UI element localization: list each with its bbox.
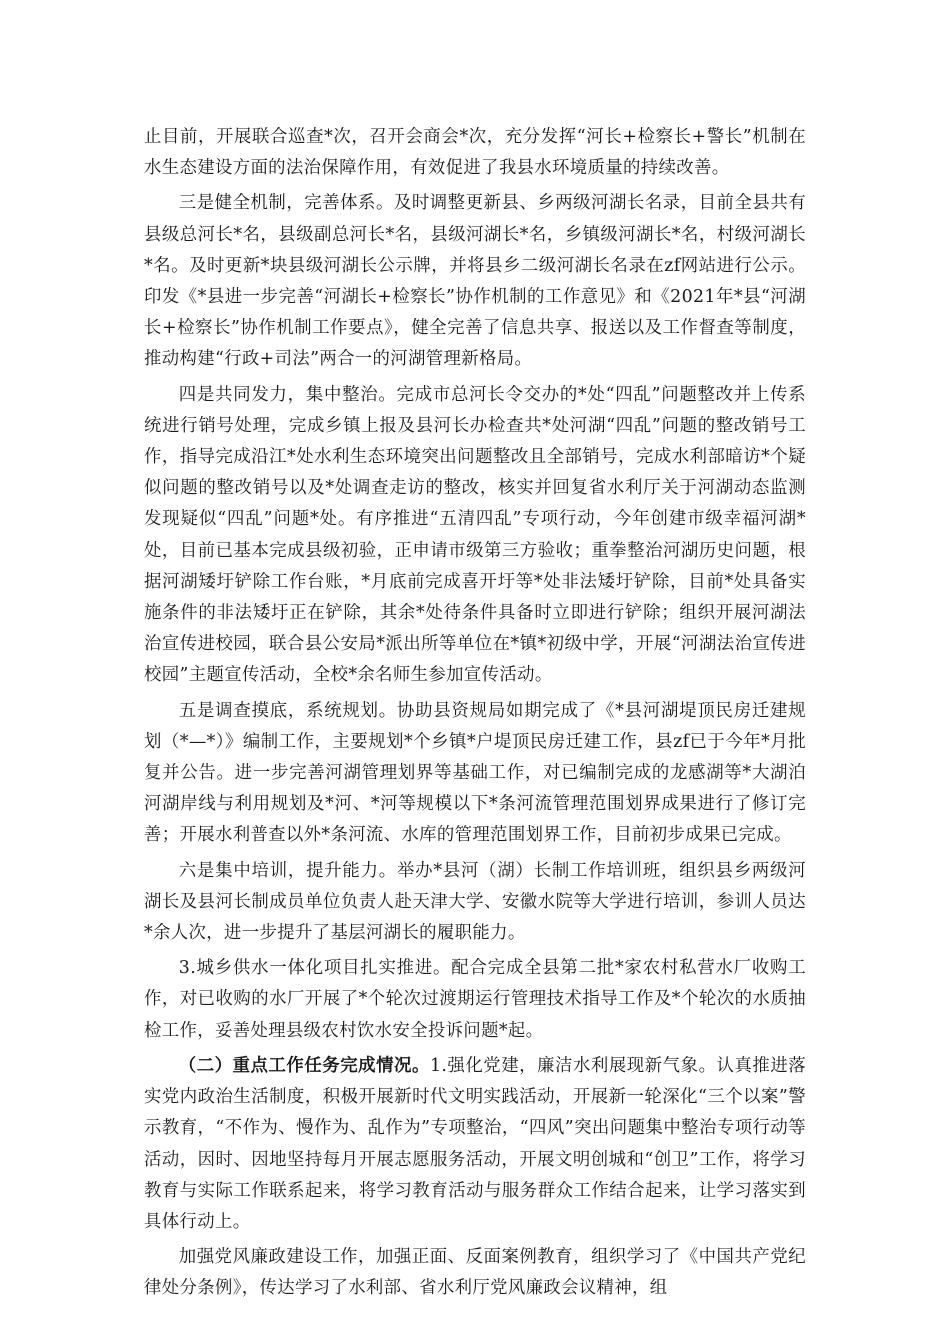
paragraph-3: 五是调查摸底，系统规划。协助县资规局如期完成了《*县河湖堤顶民房迁建规划（*—*）》编制工作，主要规划*个乡镇*户堤顶民房迁建工作，县zf已于今年*月批复并公告。进一步完善河湖管理划界等基础工作，对已编制完成的龙感湖等*大湖泊河湖岸线与利用规划及*河、*河等规模以下*条河流管理范围划界成果进行了修订完善；开展水利普查以外*条河流、水库的管理范围划界工作，目前初步成果已完成。 [144,700,806,846]
paragraph-7: 加强党风廉政建设工作，加强正面、反面案例教育，组织学习了《中国共产党纪律处分条例》，传达学习了水利部、省水利厅党风廉政会议精神，组 [144,1247,806,1299]
paragraph-5: 3.城乡供水一体化项目扎实推进。配合完成全县第二批*家农村私营水厂收购工作，对已收购的水厂开展了*个轮次过渡期运行管理技术指导工作及*个轮次的水质抽检工作，妥善处理县级农村饮水安全投诉问题*起。 [144,958,806,1041]
document-body [144,122,806,1309]
paragraph-4: 六是集中培训，提升能力。举办*县河（湖）长制工作培训班，组织县乡两级河湖长及县河长制成员单位负责人赴天津大学、安徽水院等大学进行培训，参训人员达*余人次，进一步提升了基层河湖长的履职能力。 [144,860,806,944]
paragraph-0: 止目前，开展联合巡查*次，召开会商会*次，充分发挥“河长+检察长+警长”机制在水生态建设方面的法治保障作用，有效促进了我县水环境质量的持续改善。 [144,127,806,179]
paragraph-1: 三是健全机制，完善体系。及时调整更新县、乡两级河湖长名录，目前全县共有县级总河长*名，县级副总河长*名，县级河湖长*名，乡镇级河湖长*名，村级河湖长*名。及时更新*块县级河湖长公示牌，并将县乡二级河湖长名录在zf网站进行公示。印发《*县进一步完善“河湖长+检察长”协作机制的工作意见》和《2021年*县“河湖长+检察长”协作机制工作要点》，健全完善了信息共享、报送以及工作督查等制度，推动构建“行政+司法”两合一的河湖管理新格局。 [144,193,806,370]
paragraph-6 [144,1051,806,1238]
paragraph-6-text: 1.强化党建，廉洁水利展现新气象。认真推进落实党内政治生活制度，积极开展新时代文明实践活动，开展新一轮深化“三个以案”警示教育，“不作为、慢作为、乱作为”专项整治，“四风”突出问题集中整治专项行动等活动，因时、因地坚持每月开展志愿服务活动，开展文明创城和“创卫”工作，将学习教育与实际工作联系起来，将学习教育活动与服务群众工作结合起来，让学习落实到具体行动上。 [144,1055,806,1232]
section-heading-inline: （二）重点工作任务完成情况。 [178,1055,430,1076]
paragraph-2: 四是共同发力，集中整治。完成市总河长令交办的*处“四乱”问题整改并上传系统进行销号处理，完成乡镇上报及县河长办检查共*处河湖“四乱”问题的整改销号工作，指导完成沿江*处水利生态环境突出问题整改且全部销号，完成水利部暗访*个疑似问题的整改销号以及*处调查走访的整改，核实并回复省水利厅关于河湖动态监测发现疑似“四乱”问题*处。有序推进“五清四乱”专项行动，今年创建市级幸福河湖*处，目前已基本完成县级初验，正申请市级第三方验收；重拳整治河湖历史问题，根据河湖矮圩铲除工作台账，*月底前完成喜开圩等*处非法矮圩铲除，目前*处具备实施条件的非法矮圩正在铲除，其余*处待条件具备时立即进行铲除；组织开展河湖法治宣传进校园，联合县公安局*派出所等单位在*镇*初级中学，开展“河湖法治宣传进校园”主题宣传活动，全校*余名师生参加宣传活动。 [144,384,806,686]
